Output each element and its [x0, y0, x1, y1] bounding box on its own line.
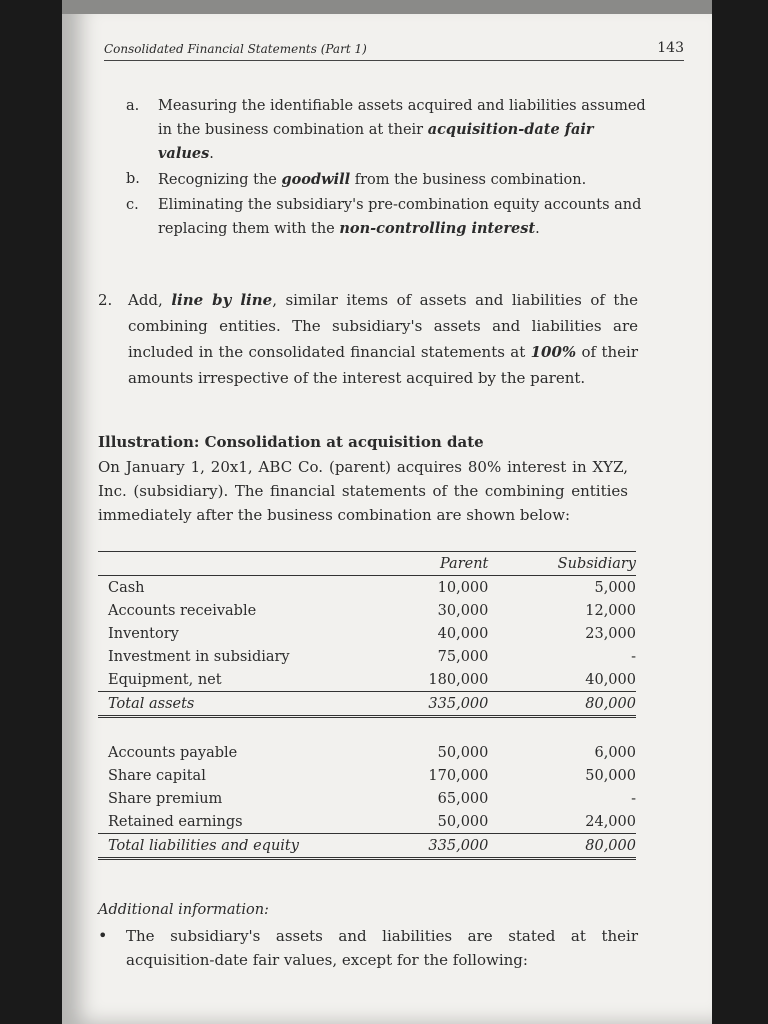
- row-label: Share capital: [108, 767, 206, 784]
- bullet-text: The subsidiary's assets and liabilities are stated at their acquisition-date fair values, except for the following:: [126, 927, 638, 969]
- parent-value: 335,000: [373, 692, 497, 717]
- table-row: [98, 741, 636, 764]
- parent-value: 170,000: [428, 767, 489, 784]
- text-run: Add,: [128, 291, 172, 309]
- list-text: Eliminating the subsidiary's pre-combination equity accounts and replacing them with the: [158, 197, 642, 237]
- parent-value: 65,000: [437, 790, 489, 807]
- steps-sublist: [126, 95, 646, 243]
- text-emphasis: line by line: [171, 291, 273, 309]
- col-header-parent: Parent: [373, 552, 497, 576]
- table-row: [98, 599, 636, 622]
- illustration-title: Illustration: Consolidation at acquisition date: [98, 433, 484, 451]
- book-page: [62, 0, 712, 1024]
- running-header: [104, 40, 684, 61]
- parent-value: 335,000: [373, 834, 497, 859]
- list-text: .: [209, 146, 214, 162]
- subsidiary-value: -: [631, 648, 636, 665]
- table-row: [98, 668, 636, 692]
- list-emphasis: non-controlling interest: [339, 220, 536, 237]
- row-label: Accounts receivable: [108, 602, 257, 619]
- parent-value: 180,000: [428, 671, 489, 688]
- parent-value: 50,000: [437, 744, 489, 761]
- list-text: from the business combination.: [350, 172, 587, 188]
- parent-value: 50,000: [437, 813, 489, 830]
- list-item: [126, 194, 646, 241]
- list-marker: 2.: [98, 291, 113, 309]
- page-top-edge: [62, 0, 712, 14]
- table-row: [98, 576, 636, 600]
- list-marker: c.: [126, 197, 139, 213]
- list-text: Recognizing the: [158, 172, 282, 188]
- list-item: [126, 95, 646, 166]
- subsidiary-value: 50,000: [585, 767, 636, 784]
- header-blank: [98, 552, 373, 576]
- row-label: Equipment, net: [108, 671, 222, 688]
- bullet-icon: •: [98, 926, 108, 945]
- step-2-text: [98, 287, 638, 391]
- list-emphasis: acquisition-date fair values: [158, 121, 594, 162]
- subsidiary-value: -: [631, 790, 636, 807]
- row-label: Investment in subsidiary: [108, 648, 290, 665]
- list-text: Measuring the identifiable assets acquired and liabilities assumed in the business combination at their: [158, 98, 646, 138]
- parent-value: 10,000: [437, 579, 489, 596]
- row-label: Inventory: [108, 625, 179, 642]
- col-header-subsidiary: Subsidiary: [496, 552, 636, 576]
- parent-value: 75,000: [437, 648, 489, 665]
- subsidiary-value: 23,000: [585, 625, 636, 642]
- row-label: Retained earnings: [108, 813, 243, 830]
- subsidiary-value: 24,000: [585, 813, 636, 830]
- row-label: Share premium: [108, 790, 223, 807]
- list-emphasis: goodwill: [281, 171, 351, 188]
- list-text: .: [535, 221, 540, 237]
- table-row: [98, 787, 636, 810]
- row-label: Accounts payable: [108, 744, 238, 761]
- additional-info-heading: Additional information:: [98, 902, 269, 918]
- header-title: Consolidated Financial Statements (Part 1): [104, 42, 367, 56]
- step-2-paragraph: [98, 287, 638, 391]
- subsidiary-value: 80,000: [496, 692, 636, 717]
- illustration-body: On January 1, 20x1, ABC Co. (parent) acquires 80% interest in XYZ, Inc. (subsidiary). The financial statements of the combining entities immediately after the business combination are shown below:: [98, 458, 628, 524]
- table-header-row: [98, 552, 636, 576]
- text-run: of their amounts irrespective of the interest acquired by the parent.: [128, 343, 638, 387]
- financial-statements-table: [98, 551, 636, 860]
- table-row: [98, 764, 636, 787]
- subsidiary-value: 80,000: [496, 834, 636, 859]
- parent-value: 40,000: [437, 625, 489, 642]
- list-item: [126, 168, 646, 192]
- additional-info-bullet: [98, 924, 638, 972]
- total-liabilities-row: [98, 834, 636, 859]
- subsidiary-value: 5,000: [594, 579, 636, 596]
- text-run: , similar items of assets and liabilities of the combining entities. The subsidiary's assets and liabilities are included in the consolidated financial statements at: [128, 291, 638, 361]
- row-label: Total assets: [98, 692, 373, 717]
- parent-value: 30,000: [437, 602, 489, 619]
- subsidiary-value: 6,000: [594, 744, 636, 761]
- total-assets-row: [98, 692, 636, 717]
- table-row: [98, 645, 636, 668]
- subsidiary-value: 40,000: [585, 671, 636, 688]
- table-row: [98, 622, 636, 645]
- table-spacer: [98, 717, 636, 742]
- row-label: Total liabilities and equity: [98, 834, 373, 859]
- table-row: [98, 810, 636, 834]
- list-marker: a.: [126, 98, 140, 114]
- subsidiary-value: 12,000: [585, 602, 636, 619]
- list-marker: b.: [126, 171, 140, 187]
- text-emphasis: 100%: [530, 343, 577, 361]
- row-label: Cash: [108, 579, 145, 596]
- page-number: 143: [657, 40, 684, 56]
